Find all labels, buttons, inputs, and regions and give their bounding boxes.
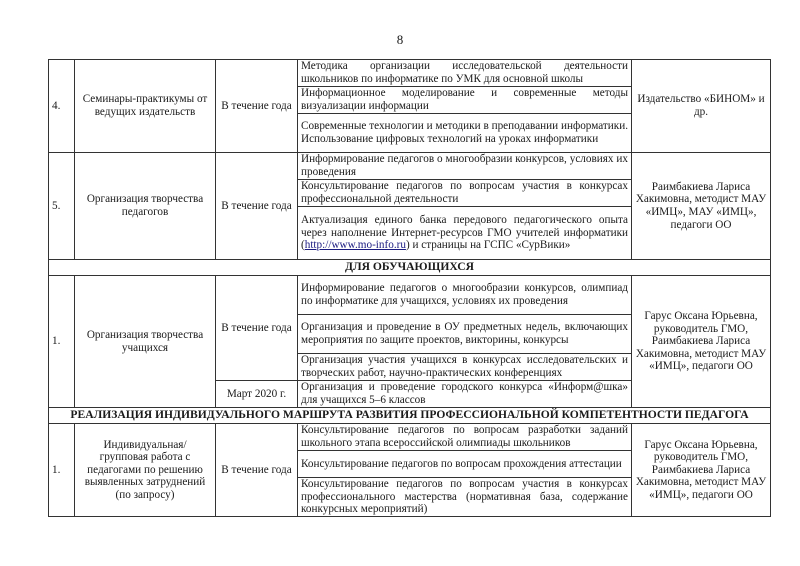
event-period: В течение года	[216, 60, 298, 153]
event-title: Организация творчества педагогов	[75, 153, 216, 260]
responsible: Издательство «БИНОМ» и др.	[632, 60, 771, 153]
activity: Современные технологии и методики в преподавании информатики. Использование цифровых технологий на уроках информатики	[298, 114, 632, 153]
section-row	[49, 260, 771, 276]
mo-info-link[interactable]: http://www.mo-info.ru	[304, 239, 406, 252]
activity-text: Актуализация единого банка передового педагогического опыта через наполнение Интернет-ресурсов ГМО учителей информатики (	[301, 214, 628, 252]
table-row	[49, 153, 771, 180]
row-number: 5.	[49, 153, 75, 260]
activity: Консультирование педагогов по вопросам участия в конкурсах профессионального мастерства (нормативная база, содержание конкурсных мероприятий)	[298, 478, 632, 517]
event-title: Организация творчества учащихся	[75, 276, 216, 408]
section-heading-route: РЕАЛИЗАЦИЯ ИНДИВИДУАЛЬНОГО МАРШРУТА РАЗВИТИЯ ПРОФЕССИОНАЛЬНОЙ КОМПЕТЕНТНОСТИ ПЕДАГОГА	[49, 408, 771, 424]
event-title: Семинары-практикумы от ведущих издательств	[75, 60, 216, 153]
activity-text: ) и страницы на ГСПС «СурВики»	[405, 239, 571, 252]
section-row	[49, 408, 771, 424]
row-number: 1.	[49, 276, 75, 408]
work-plan-table	[48, 59, 771, 517]
activity: Организация и проведение городского конкурса «Информ@шка» для учащихся 5–6 классов	[298, 381, 632, 408]
activity: Информирование педагогов о многообразии конкурсов, условиях их проведения	[298, 153, 632, 180]
event-period: В течение года	[216, 424, 298, 517]
responsible: Гарус Оксана Юрьевна, руководитель ГМО, Раимбакиева Лариса Хакимовна, методист МАУ «ИМЦ», педагоги ОО	[632, 276, 771, 408]
section-heading-students: ДЛЯ ОБУЧАЮЩИХСЯ	[49, 260, 771, 276]
page-number: 8	[396, 32, 404, 47]
row-number: 4.	[49, 60, 75, 153]
activity: Консультирование педагогов по вопросам участия в конкурсах профессиональной деятельности	[298, 180, 632, 207]
table-row	[49, 60, 771, 87]
event-period: В течение года	[216, 153, 298, 260]
activity: Информирование педагогов о многообразии конкурсов, олимпиад по информатике для учащихся, условиях их проведения	[298, 276, 632, 315]
activity: Консультирование педагогов по вопросам прохождения аттестации	[298, 451, 632, 478]
table-row	[49, 424, 771, 451]
row-number: 1.	[49, 424, 75, 517]
event-period: Март 2020 г.	[216, 381, 298, 408]
responsible: Раимбакиева Лариса Хакимовна, методист МАУ «ИМЦ», МАУ «ИМЦ», педагоги ОО	[632, 153, 771, 260]
activity: Информационное моделирование и современные методы визуализации информации	[298, 87, 632, 114]
event-title: Индивидуальная/ групповая работа с педагогами по решению выявленных затруднений (по запросу)	[75, 424, 216, 517]
table-row	[49, 276, 771, 315]
responsible: Гарус Оксана Юрьевна, руководитель ГМО, Раимбакиева Лариса Хакимовна, методист МАУ «ИМЦ», педагоги ОО	[632, 424, 771, 517]
activity: Методика организации исследовательской деятельности школьников по информатике по УМК для основной школы	[298, 60, 632, 87]
event-period: В течение года	[216, 276, 298, 381]
activity: Организация участия учащихся в конкурсах исследовательских и творческих работ, научно-практических конференциях	[298, 354, 632, 381]
activity: Организация и проведение в ОУ предметных недель, включающих мероприятия по защите проектов, викторины, конкурсы	[298, 315, 632, 354]
activity: Консультирование педагогов по вопросам разработки заданий школьного этапа всероссийской олимпиады школьников	[298, 424, 632, 451]
activity	[298, 207, 632, 260]
